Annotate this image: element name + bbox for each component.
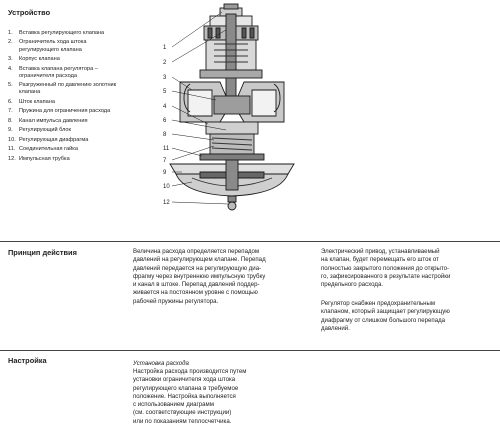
callout-label: 10 — [163, 184, 170, 190]
part-item — [8, 56, 128, 63]
part-item — [8, 118, 128, 125]
text-line: с использованием диаграмм — [133, 401, 214, 409]
section-title-setup: Настройка — [8, 356, 47, 365]
callout-label: 12 — [163, 200, 170, 206]
callout-label: 7 — [163, 158, 167, 164]
part-label: Пружина для ограничения расхода — [19, 108, 111, 115]
callout-labels — [163, 45, 170, 206]
text-line: и канал в штоке. Перепад давлений поддер- — [133, 281, 260, 289]
text-line: Электрический привод, устанавливаемый — [321, 248, 440, 255]
part-label: Шток клапана — [19, 98, 55, 105]
text-line: (см. соответствующие инструкции) — [133, 409, 232, 417]
callout-label: 1 — [163, 45, 167, 51]
part-label: Ограничитель хода штока регулирующего клапана — [19, 39, 87, 53]
text-line: Настройка расхода производится путем — [133, 368, 247, 375]
part-label: Корпус клапана — [19, 56, 60, 63]
text-line: диафрагму от слишком большого перепада — [321, 316, 446, 324]
text-line: живается на постоянном уровне с помощью — [133, 289, 258, 297]
text-line: фрагму через внутреннюю импульсную трубку — [133, 272, 266, 280]
part-item — [8, 108, 128, 115]
part-item — [8, 127, 128, 134]
text-line: полностью закрытого положения до открыто- — [321, 264, 450, 272]
callout-label: 11 — [163, 146, 170, 152]
text-line: установки ограничителя хода штока — [133, 376, 236, 384]
callout-label: 3 — [163, 75, 167, 81]
text-line: на клапан, будет перемещать его шток от — [321, 256, 439, 264]
principle-paragraph-2 — [321, 248, 499, 289]
part-item — [8, 39, 128, 53]
part-item — [8, 137, 128, 144]
text-line: или по показаниям теплосчетчика. — [133, 417, 232, 425]
text-line: давлений передается на регулирующую диа- — [133, 264, 262, 272]
part-number: 2. — [8, 39, 13, 46]
text-line: Величина расхода определяется перепадом — [133, 248, 260, 255]
part-label: Вставка регулирующего клапана — [19, 30, 105, 36]
text-line: давлений на регулирующем клапане. Перепад — [133, 256, 266, 264]
text-line: го, зафиксированного в результате настройки — [321, 272, 451, 280]
part-number: 4. — [8, 65, 13, 72]
callout-label: 5 — [163, 89, 167, 95]
part-label: Регулирующая диафрагма — [19, 136, 89, 143]
part-number: 8. — [8, 117, 13, 124]
text-line: регулирующего клапана в требуемое — [133, 384, 239, 392]
setup-subtitle: Установка расхода — [133, 360, 189, 367]
part-label: Разгруженный по давлению золотник клапана — [19, 82, 117, 96]
text-line: давлений. — [321, 324, 350, 332]
text-line: клапаном, который защищает регулирующую — [321, 308, 450, 316]
part-number: 9. — [8, 127, 13, 134]
principle-paragraph-1 — [133, 248, 318, 306]
part-label: Регулирующий блок — [19, 127, 71, 134]
part-number: 6. — [8, 98, 13, 105]
callout-label: 6 — [163, 118, 167, 124]
part-item — [8, 30, 128, 37]
part-number: 10. — [8, 136, 16, 143]
text-line: Регулятор снабжен предохранительным — [321, 300, 436, 307]
part-number: 3. — [8, 56, 13, 63]
part-number: 12. — [8, 155, 16, 162]
divider-1 — [0, 241, 500, 242]
callout-label: 9 — [163, 170, 167, 176]
callout-label: 2 — [163, 60, 167, 66]
part-item — [8, 99, 128, 106]
part-item — [8, 146, 128, 153]
valve-diagram — [130, 0, 330, 232]
principle-paragraph-3 — [321, 300, 499, 333]
part-item — [8, 82, 128, 96]
divider-2 — [0, 350, 500, 351]
part-label: Вставка клапана регулятора – ограничителя расхода — [19, 65, 98, 79]
part-number: 7. — [8, 108, 13, 115]
callout-label: 8 — [163, 132, 167, 138]
part-item — [8, 66, 128, 80]
parts-list — [8, 30, 128, 165]
part-number: 1. — [8, 30, 13, 36]
section-title-device: Устройство — [8, 8, 51, 17]
text-line: рабочей пружины регулятора. — [133, 297, 219, 305]
part-number: 5. — [8, 82, 13, 89]
section-title-principle: Принцип действия — [8, 248, 77, 257]
text-line: положение. Настройка выполняется — [133, 392, 236, 400]
callout-label: 4 — [163, 104, 167, 110]
text-line: предельного расхода. — [321, 281, 384, 289]
setup-paragraph — [133, 368, 318, 426]
part-number: 11. — [8, 146, 16, 153]
part-label: Канал импульса давления — [19, 117, 88, 124]
part-item — [8, 156, 128, 163]
part-label: Соединительная гайка — [19, 146, 78, 153]
valve-drawing — [170, 4, 294, 210]
part-label: Импульсная трубка — [19, 155, 70, 162]
